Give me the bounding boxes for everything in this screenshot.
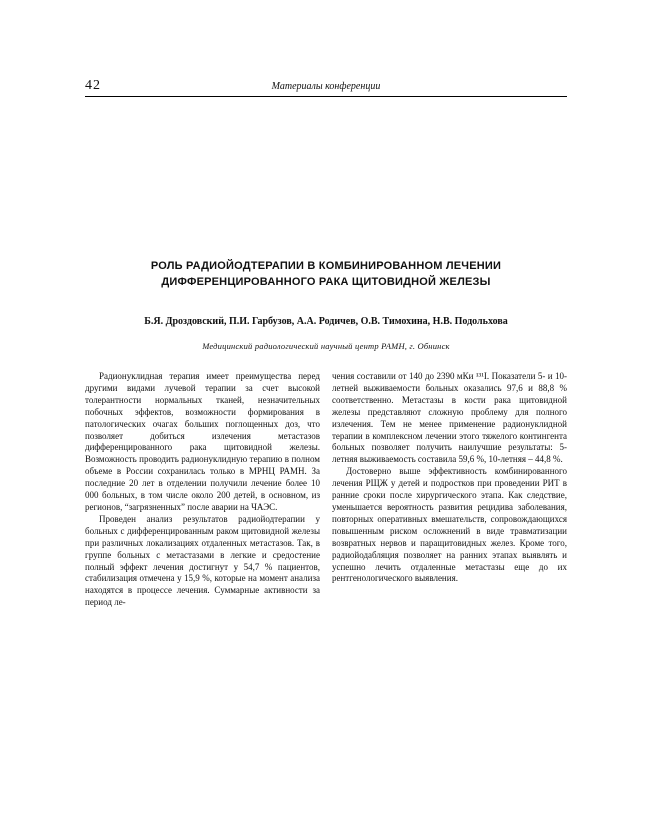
running-head: [85, 78, 567, 96]
left-column: [85, 371, 320, 609]
body-paragraph: Достоверно выше эффективность комбинированного лечения РЩЖ у детей и подростков при проведении РИТ в ранние сроки после хирургического этапа. Как следствие, уменьшается вероятность развития рецидива заболевания, повторных оперативных вмешательств, сопровождающихся повышенным риском осложнений в виде травматизации возвратных нервов и паращитовидных желез. Кроме того, радиойодабляция позволяет на ранних этапах выявлять и успешно лечить отдаленные метастазы еще до их рентгенологического выявления.: [332, 466, 567, 584]
page-number: 42: [85, 78, 101, 93]
body-paragraph: Радионуклидная терапия имеет преимущества перед другими видами лучевой терапии за счет высокой толерантности нормальных тканей, незначительных побочных эффектов, возможности формирования в патологических очагах больших поглощенных доз, что позволяет добиться излечения метастазов дифференцированного рака щитовидной железы. Возможность проводить радионуклидную терапию в полном объеме в России сохранилась только в МРНЦ РАМН. За последние 20 лет в отделении получили лечение более 10 000 больных, в том числе около 200 детей, в основном, из регионов, “загрязненных” после аварии на ЧАЭС.: [85, 371, 320, 512]
article-title: РОЛЬ РАДИОЙОДТЕРАПИИ В КОМБИНИРОВАННОМ ЛЕЧЕНИИ ДИФФЕРЕНЦИРОВАННОГО РАКА ЩИТОВИДНОЙ ЖЕЛЕЗЫ: [150, 260, 502, 288]
article-content: [85, 98, 567, 609]
right-column: [332, 371, 567, 609]
running-head-title: Материалы конференции: [271, 81, 381, 92]
body-paragraph: чения составили от 140 до 2390 мКи ¹³¹I. Показатели 5- и 10-летней выживаемости больных оказались 97,6 и 88,8 % соответственно. Метастазы в кости рака щитовидной железы представляют сложную проблему для полного излечения. Тем не менее применение радионуклидной терапии в комплексном лечении этого тяжелого контингента больных позволяет получить наилучшие результаты: 5-летняя выживаемость составила 59,6 %, 10-летняя – 44,8 %.: [332, 371, 567, 465]
body-paragraph: Проведен анализ результатов радиойодтерапии у больных с дифференцированным раком щитовидной железы при различных локализациях отдаленных метастазов. Так, в группе больных с метастазами в легкие и средостение полный эффект лечения достигнут у 54,7 % пациентов, стабилизация отмечена у 15,9 %, которые на момент анализа находятся в процессе лечения. Суммарные активности за период ле-: [85, 513, 320, 608]
article-authors: Б.Я. Дроздовский, П.И. Гарбузов, А.А. Родичев, О.В. Тимохина, Н.В. Подольхова: [144, 316, 508, 327]
article-affiliation: Медицинский радиологический научный центр РАМН, г. Обнинск: [202, 341, 450, 351]
body-columns: [85, 371, 567, 609]
header-rule: [85, 96, 567, 97]
